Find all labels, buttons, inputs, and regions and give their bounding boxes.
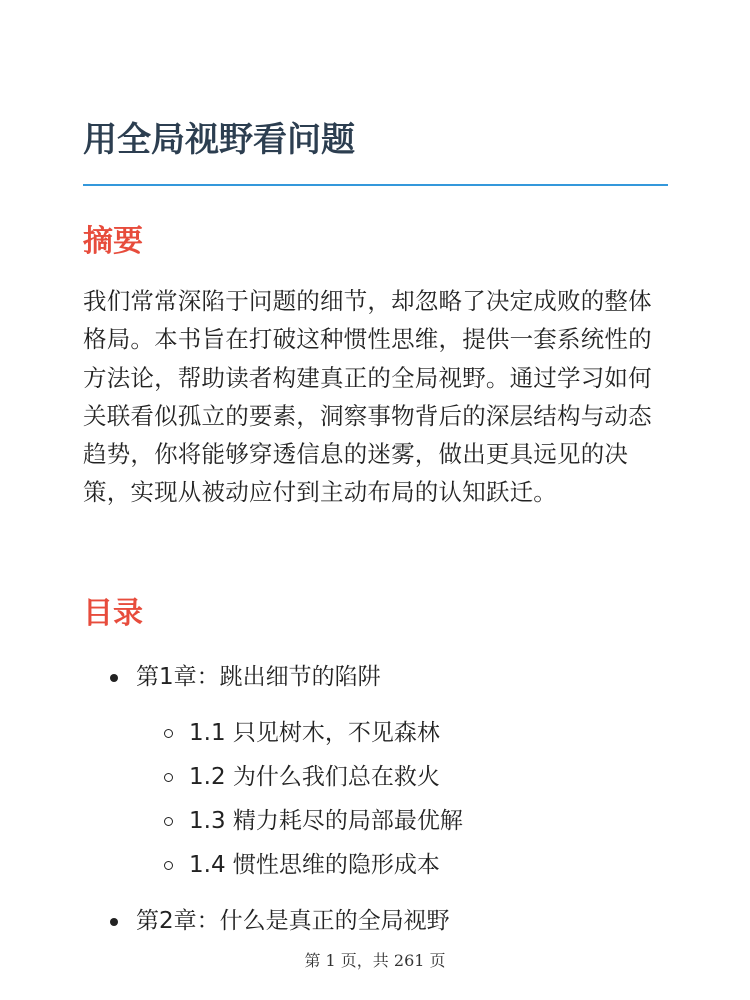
toc-section-label: 1.1 只见树木，不见森林: [189, 720, 440, 746]
toc-heading: 目录: [83, 596, 143, 631]
toc-chapter-label: 第2章：什么是真正的全局视野: [136, 908, 450, 934]
page-indicator: 第 1 页，共 261 页: [304, 951, 446, 970]
document-title: 用全局视野看问题: [83, 120, 355, 160]
title-divider: [83, 184, 668, 186]
toc-section-label: 1.2 为什么我们总在救火: [189, 764, 440, 790]
bullet-circle-icon: [164, 729, 173, 738]
toc-section-label: 1.3 精力耗尽的局部最优解: [189, 808, 463, 834]
bullet-circle-icon: [164, 817, 173, 826]
bullet-circle-icon: [164, 861, 173, 870]
abstract-heading: 摘要: [83, 224, 143, 259]
abstract-text: 我们常常深陷于问题的细节，却忽略了决定成败的整体格局。本书旨在打破这种惯性思维，提供一套系统性的方法论，帮助读者构建真正的全局视野。通过学习如何关联看似孤立的要素，洞察事物背后的深层结构与动态趋势，你将能够穿透信息的迷雾，做出更具远见的决策，实现从被动应付到主动布局的认知跃迁。: [83, 287, 652, 507]
toc-section-label: 1.4 惯性思维的隐形成本: [189, 852, 440, 878]
bullet-disc-icon: [110, 918, 118, 926]
bullet-circle-icon: [164, 773, 173, 782]
toc-chapter-label: 第1章：跳出细节的陷阱: [136, 664, 381, 690]
bullet-disc-icon: [110, 674, 118, 682]
